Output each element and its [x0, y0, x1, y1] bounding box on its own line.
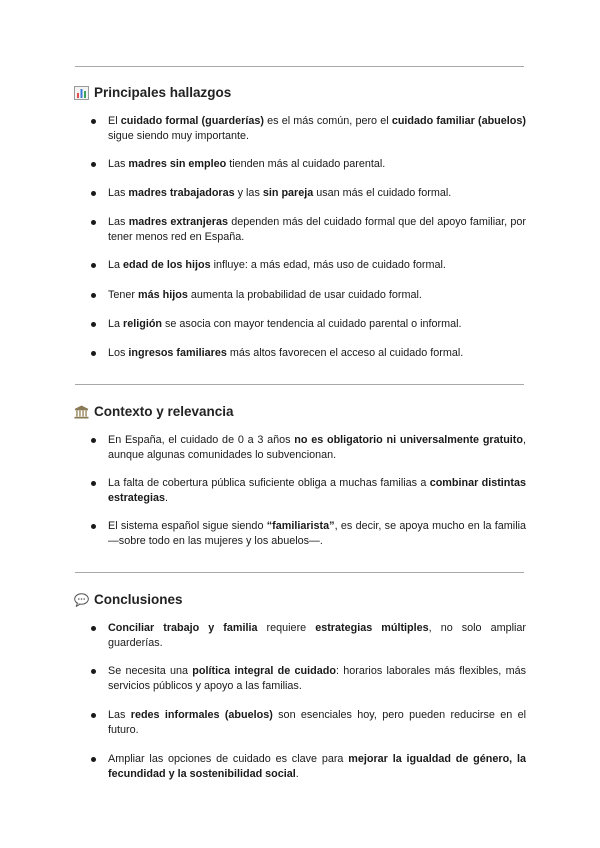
- bullet-point: [91, 713, 96, 718]
- list-item: El sistema español sigue siendo “familiarista”, es decir, se apoya mucho en la familia —sobre todo en las mujeres y los abuelos—.: [108, 519, 526, 548]
- list-item: Las madres sin empleo tienden más al cuidado parental.: [108, 157, 526, 172]
- emphasis-text: política integral de cuidado: [192, 665, 336, 677]
- list-item: Conciliar trabajo y familia requiere estrategias múltiples, no solo ampliar guarderías.: [108, 621, 526, 650]
- emphasis-text: madres extranjeras: [128, 216, 228, 228]
- bullet-point: [91, 757, 96, 762]
- list-item: Tener más hijos aumenta la probabilidad de usar cuidado formal.: [108, 288, 526, 303]
- bullet-point: [91, 293, 96, 298]
- list-item: Las madres extranjeras dependen más del cuidado formal que del apoyo familiar, por tener menos red en España.: [108, 215, 526, 244]
- emphasis-text: madres sin empleo: [128, 158, 227, 170]
- bullet-point: [91, 191, 96, 196]
- emphasis-text: no es obligatorio ni universalmente gratuito: [294, 434, 523, 446]
- bullet-point: [91, 119, 96, 124]
- list-item: Los ingresos familiares más altos favorecen el acceso al cuidado formal.: [108, 346, 526, 361]
- list-item: El cuidado formal (guarderías) es el más común, pero el cuidado familiar (abuelos) sigue siendo muy importante.: [108, 114, 526, 143]
- bullet-point: [91, 438, 96, 443]
- emphasis-text: sin pareja: [262, 187, 314, 199]
- section-title: Contexto y relevancia: [94, 404, 234, 419]
- emphasis-text: madres trabajadoras: [128, 187, 235, 199]
- bullet-point: [91, 220, 96, 225]
- classical-building-icon: [74, 405, 89, 419]
- section-heading-conclusiones: [74, 592, 183, 607]
- emphasis-text: ingresos familiares: [128, 347, 227, 359]
- emphasis-text: estrategias múltiples: [315, 622, 429, 634]
- list-item: Se necesita una política integral de cuidado: horarios laborales más flexibles, más servicios públicos y apoyo a las familias.: [108, 664, 526, 693]
- bullet-point: [91, 669, 96, 674]
- divider: [75, 384, 524, 385]
- section-title: Principales hallazgos: [94, 85, 232, 100]
- section-heading-hallazgos: [74, 85, 231, 100]
- list-item: La falta de cobertura pública suficiente obliga a muchas familias a combinar distintas estrategias.: [108, 476, 526, 505]
- emphasis-text: más hijos: [138, 289, 188, 301]
- emphasis-text: mejorar la igualdad de género, la fecundidad y la sostenibilidad social: [108, 753, 526, 780]
- speech-bubble-icon: [74, 593, 89, 607]
- list-item: La religión se asocia con mayor tendencia al cuidado parental o informal.: [108, 317, 526, 332]
- emphasis-text: “familiarista”: [266, 520, 335, 532]
- divider: [75, 66, 524, 67]
- emphasis-text: religión: [123, 318, 163, 330]
- emphasis-text: Conciliar trabajo y familia: [108, 622, 258, 634]
- emphasis-text: cuidado familiar (abuelos): [391, 115, 526, 127]
- list-item: Las redes informales (abuelos) son esenciales hoy, pero pueden reducirse en el futuro.: [108, 708, 526, 737]
- section-heading-contexto: [74, 404, 234, 419]
- emphasis-text: edad de los hijos: [123, 259, 211, 271]
- list-item: La edad de los hijos influye: a más edad, más uso de cuidado formal.: [108, 258, 526, 273]
- bullet-point: [91, 481, 96, 486]
- bullet-point: [91, 322, 96, 327]
- emphasis-text: cuidado formal (guarderías): [120, 115, 264, 127]
- emphasis-text: combinar distintas estrategias: [108, 477, 527, 504]
- bullet-point: [91, 263, 96, 268]
- bullet-point: [91, 626, 96, 631]
- emphasis-text: redes informales (abuelos): [130, 709, 273, 721]
- list-item: En España, el cuidado de 0 a 3 años no es obligatorio ni universalmente gratuito, aunque algunas comunidades lo subvencionan.: [108, 433, 526, 462]
- divider: [75, 572, 524, 573]
- bullet-point: [91, 524, 96, 529]
- list-item: Ampliar las opciones de cuidado es clave para mejorar la igualdad de género, la fecundidad y la sostenibilidad social.: [108, 752, 526, 781]
- bullet-point: [91, 351, 96, 356]
- list-item: Las madres trabajadoras y las sin pareja usan más el cuidado formal.: [108, 186, 526, 201]
- bullet-point: [91, 162, 96, 167]
- section-title: Conclusiones: [94, 592, 183, 607]
- bar-chart-icon: [74, 86, 89, 100]
